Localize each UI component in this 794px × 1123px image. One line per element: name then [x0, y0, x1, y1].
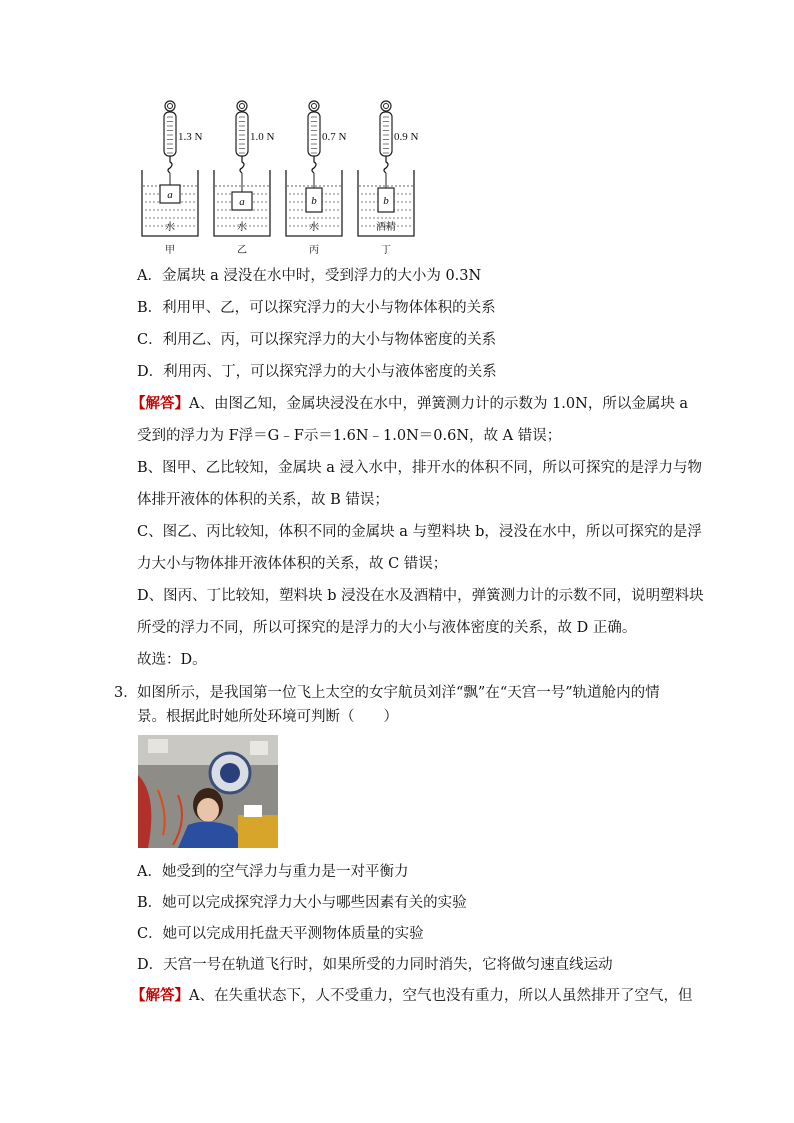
q3-stem-line2: 景。根据此时她所处环境可判断（ ）	[137, 709, 398, 725]
q3-option-b: B．她可以完成探究浮力大小与哪些因素有关的实验	[137, 895, 467, 911]
q2-answer-line8: 所受的浮力不同，所以可探究的是浮力的大小与液体密度的关系，故 D 正确。	[137, 620, 637, 636]
scale-beaker-2	[214, 101, 275, 256]
answer-tag: 【解答】	[131, 395, 189, 412]
scale-reading: 0.9 N	[394, 131, 419, 143]
q2-choice: 故选：D。	[137, 652, 207, 668]
spring-scale-figure	[136, 100, 419, 260]
q2-answer-line5: C、图乙、丙比较知，体积不同的金属块 a 与塑料块 b，浸没在水中，所以可探究的是浮	[137, 524, 702, 540]
q3-answer-line	[131, 986, 692, 1006]
liquid-label: 水	[237, 222, 247, 233]
scale-reading: 0.7 N	[322, 131, 347, 143]
q3-option-d: D．天宫一号在轨道飞行时，如果所受的力同时消失，它将做匀速直线运动	[137, 957, 613, 973]
q2-answer-line3: B、图甲、乙比较知，金属块 a 浸入水中，排开水的体积不同，所以可探究的是浮力与物	[137, 460, 703, 476]
answer-text: A、在失重状态下，人不受重力，空气也没有重力，所以人虽然排开了空气，但	[189, 988, 693, 1004]
q3-option-c: C．她可以完成用托盘天平测物体质量的实验	[137, 926, 424, 942]
scale-reading: 1.3 N	[178, 131, 203, 143]
block-label: b	[383, 195, 389, 207]
block-label: b	[311, 195, 317, 207]
scale-beaker-3	[286, 101, 347, 256]
figure-caption: 丁	[381, 245, 391, 256]
scale-beaker-1	[142, 101, 203, 256]
q2-answer-line7: D、图丙、丁比较知，塑料块 b 浸没在水及酒精中，弹簧测力计的示数不同，说明塑料块	[137, 588, 704, 604]
figure-caption: 甲	[165, 245, 175, 256]
figure-caption: 乙	[237, 245, 247, 256]
scale-reading: 1.0 N	[250, 131, 275, 143]
q2-option-b: B．利用甲、乙，可以探究浮力的大小与物体体积的关系	[137, 300, 496, 316]
q2-answer-line6: 力大小与物体排开液体体积的关系，故 C 错误；	[137, 556, 448, 572]
scale-beaker-4	[358, 101, 419, 256]
astronaut-photo	[138, 735, 278, 848]
answer-text: A、由图乙知，金属块浸没在水中，弹簧测力计的示数为 1.0N，所以金属块 a	[189, 396, 689, 412]
q3-number: 3．	[114, 685, 138, 701]
q2-option-c: C．利用乙、丙，可以探究浮力的大小与物体密度的关系	[137, 332, 497, 348]
q2-answer-line2: 受到的浮力为 F浮＝G﹣F示＝1.6N﹣1.0N＝0.6N，故 A 错误；	[137, 428, 562, 444]
liquid-label: 酒精	[376, 222, 396, 233]
block-label: a	[239, 196, 245, 208]
figure-caption: 丙	[309, 245, 319, 256]
q3-stem-line1: 如图所示，是我国第一位飞上太空的女宇航员刘洋“飘”在“天宫一号”轨道舱内的情	[137, 685, 660, 701]
liquid-label: 水	[165, 222, 175, 233]
q3-option-a: A．她受到的空气浮力与重力是一对平衡力	[137, 864, 409, 880]
q2-option-d: D．利用丙、丁，可以探究浮力的大小与液体密度的关系	[137, 364, 497, 380]
answer-tag: 【解答】	[131, 987, 189, 1004]
block-label: a	[167, 189, 173, 201]
q2-answer-line	[131, 394, 688, 414]
q2-answer-line4: 体排开液体的体积的关系，故 B 错误；	[137, 492, 389, 508]
q2-option-a: A．金属块 a 浸没在水中时，受到浮力的大小为 0.3N	[137, 268, 482, 284]
liquid-label: 水	[309, 222, 319, 233]
